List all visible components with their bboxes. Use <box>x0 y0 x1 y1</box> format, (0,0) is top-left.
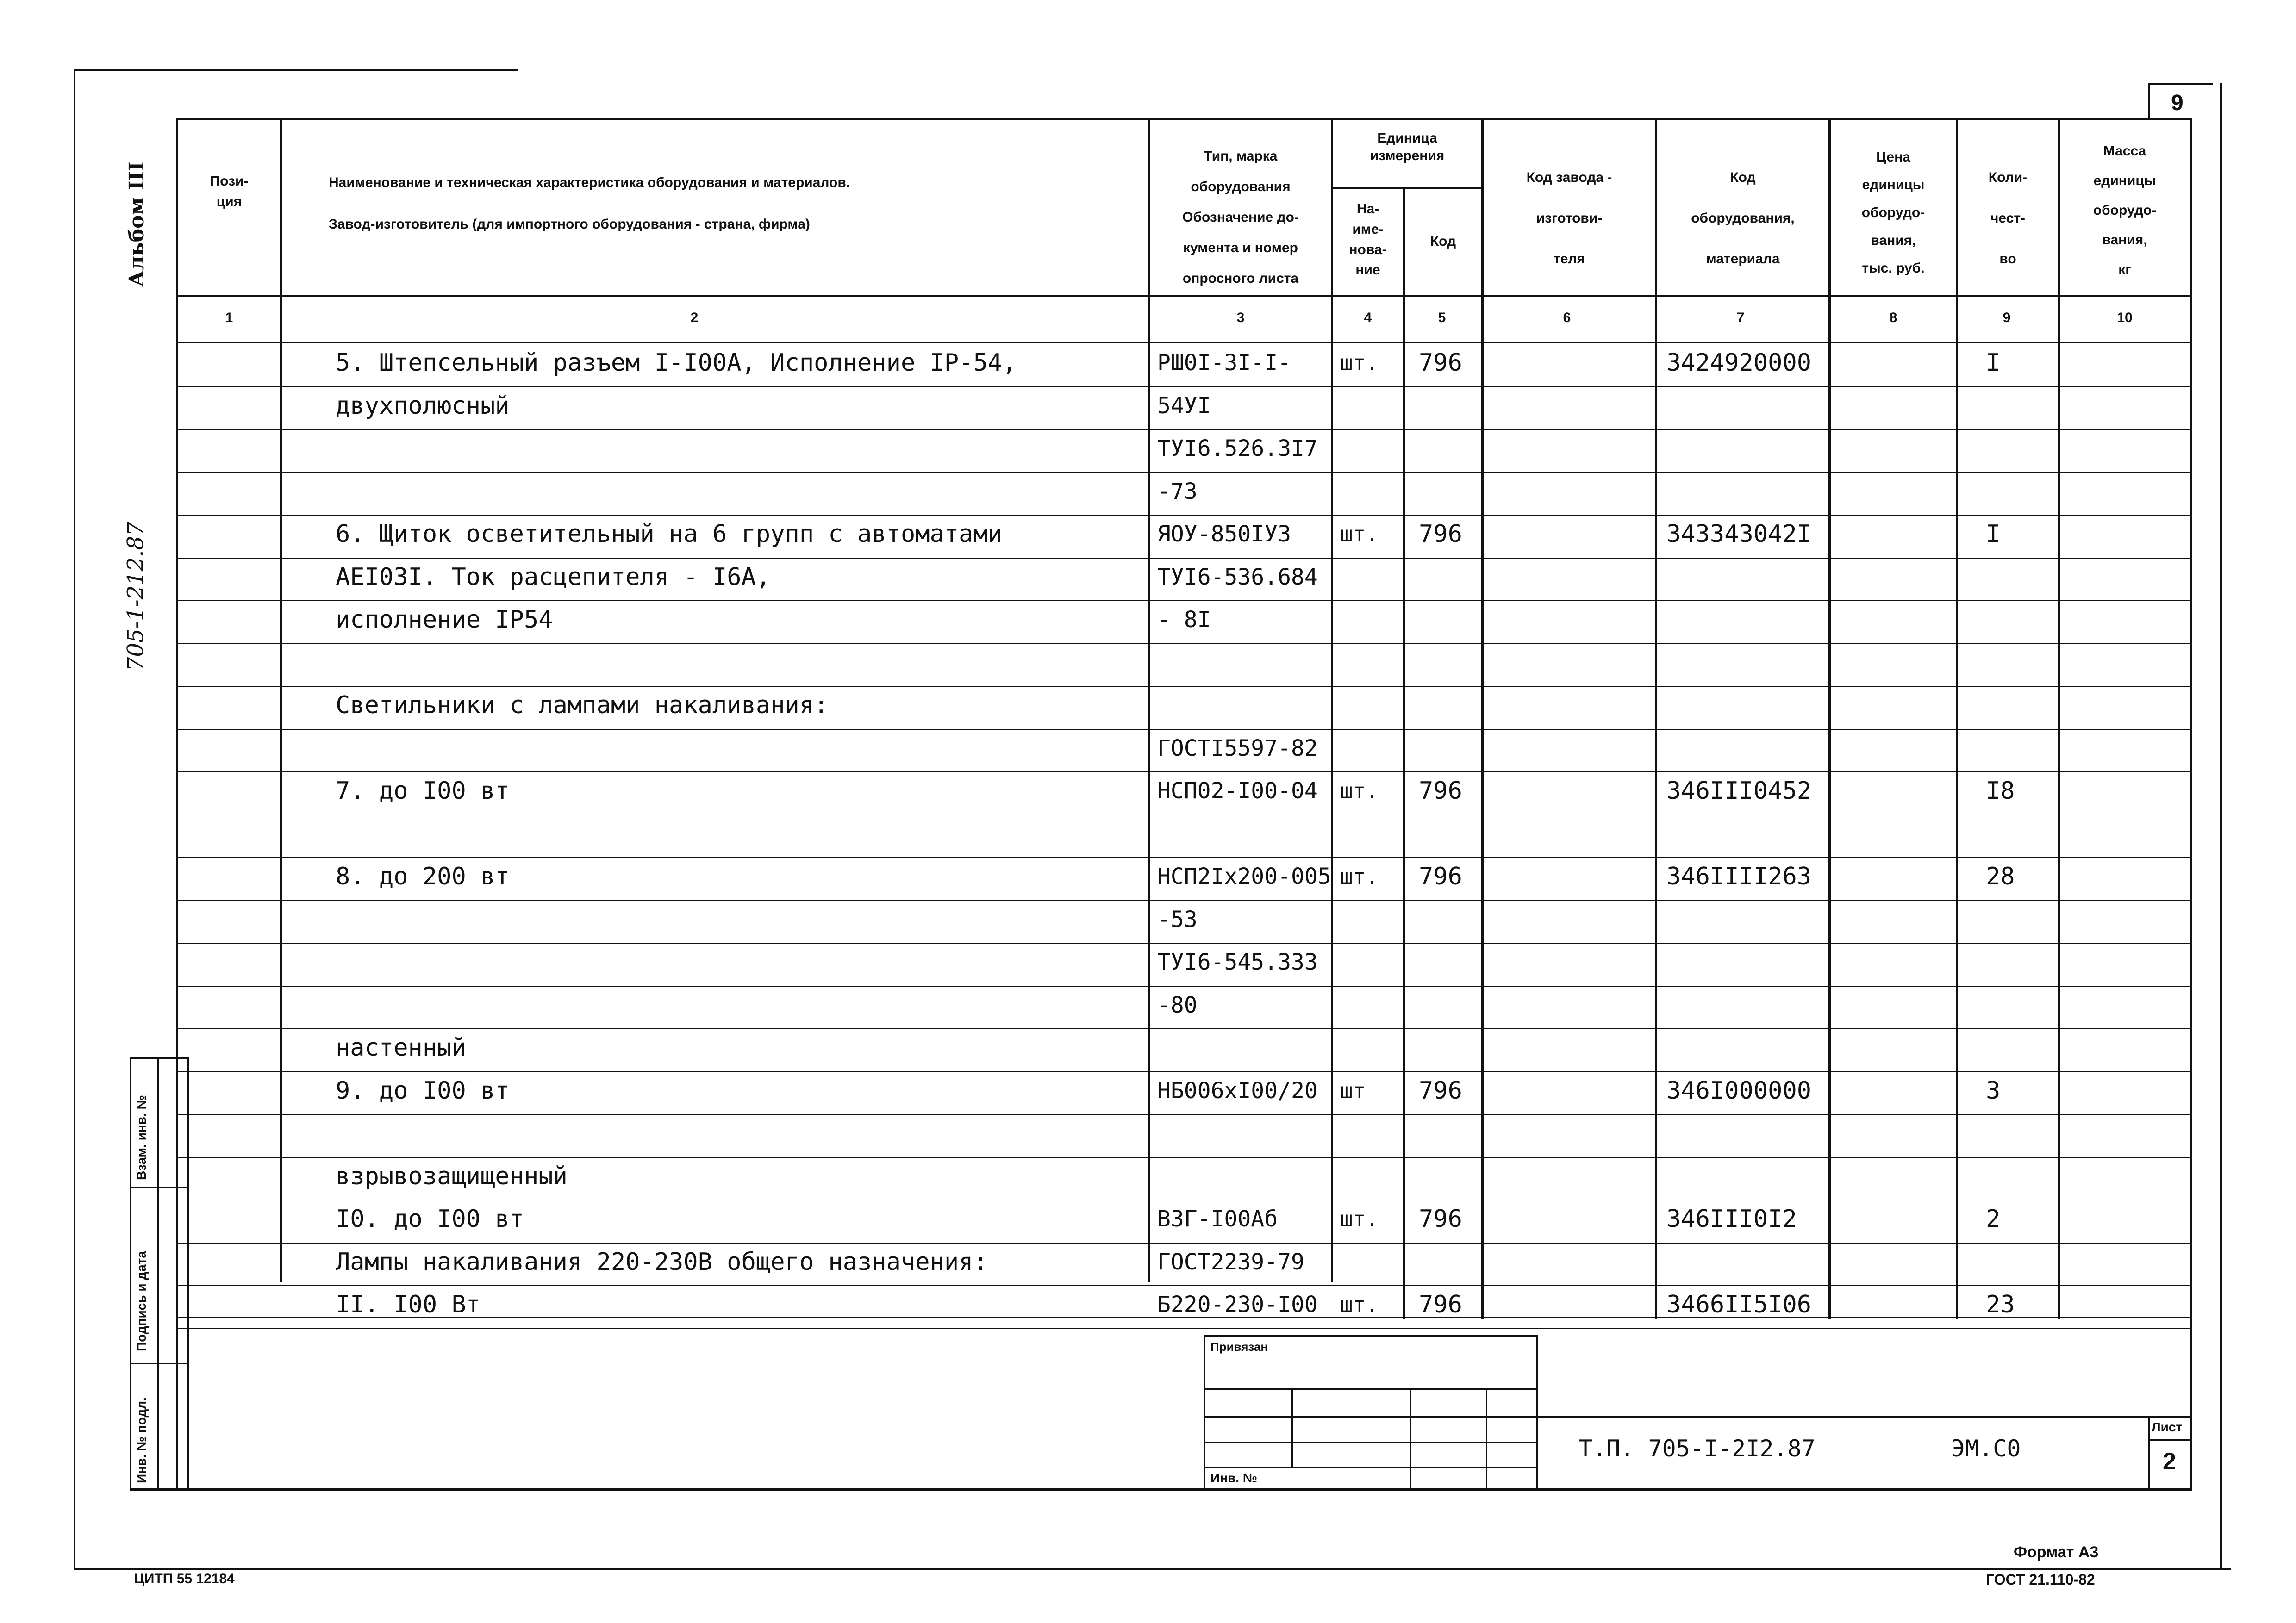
row-divider <box>176 429 2190 430</box>
header-position: Пози- ция <box>210 174 249 209</box>
footer-left-code: ЦИТП 55 12184 <box>134 1571 235 1586</box>
doc-code: Т.П. 705-I-2I2.87 <box>1578 1435 1816 1462</box>
col-line-3 <box>1331 118 1333 1282</box>
col-line-4 <box>1403 187 1405 1319</box>
colnum-2: 2 <box>690 310 699 325</box>
item-type: -73 <box>1157 478 1198 504</box>
item-type: НСП02-I00-04 <box>1157 778 1318 804</box>
inv-no-label: Инв. № <box>1210 1471 1258 1485</box>
left-margin-line <box>74 69 75 1569</box>
side-stamp-mid <box>157 1057 159 1490</box>
list-box-left <box>2148 1416 2150 1490</box>
item-unit: шт <box>1340 1078 1366 1103</box>
col-line-1 <box>280 118 282 1282</box>
privyazan-col-3 <box>1486 1388 1487 1490</box>
row-divider <box>176 558 2190 559</box>
row-divider <box>176 771 2190 772</box>
item-name: 7. до I00 вт <box>336 777 510 805</box>
item-quantity: 2 <box>1986 1205 2001 1233</box>
item-name: исполнение IP54 <box>336 606 553 634</box>
list-number: 2 <box>2163 1448 2176 1475</box>
item-type: РШ0I-3I-I- <box>1157 350 1291 376</box>
header-price: Цена единицы оборудо- вания, тыс. руб. <box>1861 149 1925 276</box>
item-type: НСП2Iх200-005 <box>1157 864 1331 889</box>
list-box-divider <box>2148 1439 2192 1441</box>
list-label: Лист <box>2152 1420 2183 1434</box>
item-name: I0. до I00 вт <box>336 1205 524 1233</box>
item-quantity: 23 <box>1986 1291 2015 1318</box>
row-divider <box>176 386 2190 387</box>
item-type: ЯОУ-850IУ3 <box>1157 521 1291 547</box>
corner-box-top <box>2148 83 2213 85</box>
item-unit-code: 796 <box>1419 1291 1462 1318</box>
item-unit: шт. <box>1340 1292 1379 1317</box>
row-divider <box>176 900 2190 901</box>
item-type: -80 <box>1157 992 1198 1018</box>
privyazan-box-top <box>1204 1335 1537 1337</box>
item-name: АЕI03I. Ток расцепителя - I6A, <box>336 563 771 591</box>
side-stamp-right <box>187 1057 189 1490</box>
unit-group-divider <box>1331 187 1481 189</box>
header-quantity: Коли- чест- во <box>1988 170 2028 267</box>
vzam-inv-label: Взам. инв. № <box>134 1095 149 1180</box>
item-quantity: I8 <box>1986 777 2015 805</box>
item-name: двухполюсный <box>336 392 510 420</box>
item-name: 6. Щиток осветительный на 6 групп с автоматами <box>336 520 1003 548</box>
col-line-9 <box>2058 118 2060 1319</box>
item-name: 9. до I00 вт <box>336 1076 510 1105</box>
row-divider <box>176 600 2190 601</box>
col-line-8 <box>1956 118 1958 1319</box>
side-stamp-div-2 <box>130 1363 187 1364</box>
item-type: 54УI <box>1157 392 1211 419</box>
col-line-7 <box>1828 118 1831 1319</box>
inv-podl-label: Инв. № подл. <box>134 1397 149 1483</box>
item-quantity: I <box>1986 520 2001 548</box>
sheet-corner-number: 9 <box>2171 91 2184 115</box>
header-name: Наименование и техническая характеристика оборудования и материалов. Завод-изготовитель (для импортного оборудования - страна, фирма) <box>329 175 850 232</box>
title-block-top <box>1537 1416 2190 1418</box>
colnum-9: 9 <box>2003 310 2011 325</box>
row-divider <box>176 729 2190 730</box>
item-type: -53 <box>1157 906 1198 933</box>
row-divider <box>176 643 2190 644</box>
privyazan-col-2 <box>1410 1388 1411 1490</box>
item-unit-code: 796 <box>1419 349 1462 377</box>
privyazan-label: Привязан <box>1210 1340 1268 1354</box>
side-stamp-left <box>130 1057 131 1490</box>
privyazan-col-1 <box>1292 1388 1293 1467</box>
header-factory-code: Код завода - изготови- теля <box>1526 170 1612 267</box>
row-divider <box>176 1243 2190 1244</box>
colnum-bottom-line <box>176 342 2190 343</box>
item-material-code: 3466II5I06 <box>1666 1291 1812 1318</box>
colnum-5: 5 <box>1438 310 1446 325</box>
item-type: ГОСТ2239-79 <box>1157 1249 1304 1275</box>
colnum-6: 6 <box>1563 310 1571 325</box>
item-unit-code: 796 <box>1419 863 1462 890</box>
item-material-code: 346IIII263 <box>1666 863 1812 890</box>
colnum-1: 1 <box>225 310 233 325</box>
bottom-margin-line <box>74 1568 2231 1570</box>
colnum-3: 3 <box>1236 310 1245 325</box>
item-type: ТУI6-536.684 <box>1157 564 1318 590</box>
item-unit: шт. <box>1340 1206 1379 1231</box>
colnum-10: 10 <box>2117 310 2133 325</box>
item-unit: шт. <box>1340 522 1379 547</box>
row-divider <box>176 1114 2190 1115</box>
item-material-code: 343343042I <box>1666 520 1812 548</box>
row-divider <box>176 686 2190 687</box>
top-margin-line <box>74 69 518 71</box>
item-name: взрывозащищенный <box>336 1162 568 1190</box>
row-divider <box>176 515 2190 516</box>
col-line-5 <box>1481 118 1484 1319</box>
item-type: ТУI6.526.3I7 <box>1157 435 1318 461</box>
row-divider <box>176 943 2190 944</box>
item-unit-code: 796 <box>1419 777 1462 805</box>
item-name: 8. до 200 вт <box>336 863 510 890</box>
podpis-data-label: Подпись и дата <box>134 1251 149 1351</box>
header-mass: Масса единицы оборудо- вания, кг <box>2093 143 2157 277</box>
header-bottom-line <box>176 295 2190 297</box>
item-type: ВЗГ-I00Аб <box>1157 1206 1278 1232</box>
row-divider <box>176 1328 2190 1329</box>
item-material-code: 346III0I2 <box>1666 1205 1797 1233</box>
colnum-8: 8 <box>1889 310 1897 325</box>
item-material-code: 3424920000 <box>1666 349 1812 377</box>
item-unit: шт. <box>1340 778 1379 803</box>
header-unit-group: Единица измерения <box>1370 131 1445 163</box>
doc-mark: ЭМ.С0 <box>1951 1435 2021 1462</box>
item-name: Лампы накаливания 220-230В общего назначения: <box>336 1248 988 1276</box>
item-unit-code: 796 <box>1419 1076 1462 1105</box>
side-stamp-div-1 <box>130 1187 187 1188</box>
item-type: - 8I <box>1157 607 1211 633</box>
footer-gost: ГОСТ 21.110-82 <box>1986 1571 2095 1588</box>
frame-top <box>176 118 2190 120</box>
item-type: ГОСТI5597-82 <box>1157 735 1318 761</box>
header-type: Тип, марка оборудования Обозначение до- кумента и номер опросного листа <box>1182 149 1299 286</box>
handwritten-code: 705-1-212.87 <box>123 522 149 671</box>
item-name: 5. Штепсельный разъем I-I00A, Исполнение IP-54, <box>336 349 1017 377</box>
header-unit-name: На- име- нова- ние <box>1349 201 1387 278</box>
item-quantity: I <box>1986 349 2001 377</box>
header-material-code: Код оборудования, материала <box>1691 170 1795 267</box>
col-line-6 <box>1655 118 1657 1319</box>
row-divider <box>176 1028 2190 1029</box>
frame-bottom <box>130 1488 2192 1491</box>
frame-right <box>2190 118 2192 1490</box>
row-divider <box>176 1285 2190 1286</box>
item-type: Б220-230-I00 <box>1157 1292 1318 1318</box>
row-divider <box>176 472 2190 473</box>
colnum-7: 7 <box>1736 310 1745 325</box>
item-quantity: 3 <box>1986 1076 2001 1105</box>
footer-format: Формат А3 <box>2014 1543 2099 1561</box>
item-name: Светильники с лампами накаливания: <box>336 691 829 719</box>
item-type: ТУI6-545.333 <box>1157 949 1318 975</box>
item-name: настенный <box>336 1034 466 1062</box>
row-divider <box>176 1157 2190 1158</box>
header-unit-code: Код <box>1430 234 1456 249</box>
item-name: II. I00 Вт <box>336 1291 481 1318</box>
frame-left <box>176 118 178 1490</box>
col-line-2 <box>1148 118 1150 1282</box>
item-material-code: 346III0452 <box>1666 777 1812 805</box>
item-unit-code: 796 <box>1419 1205 1462 1233</box>
item-unit-code: 796 <box>1419 520 1462 548</box>
album-label: Альбом III <box>125 162 149 287</box>
row-divider <box>176 857 2190 858</box>
item-quantity: 28 <box>1986 863 2015 890</box>
row-divider <box>176 986 2190 987</box>
item-type: НБ006хI00/20 <box>1157 1077 1318 1104</box>
row-divider <box>176 1071 2190 1072</box>
corner-box-left <box>2148 83 2150 120</box>
colnum-4: 4 <box>1364 310 1372 325</box>
item-unit: шт. <box>1340 864 1379 889</box>
item-material-code: 346I000000 <box>1666 1076 1812 1105</box>
item-unit: шт. <box>1340 350 1379 375</box>
right-margin-line <box>2220 83 2222 1569</box>
